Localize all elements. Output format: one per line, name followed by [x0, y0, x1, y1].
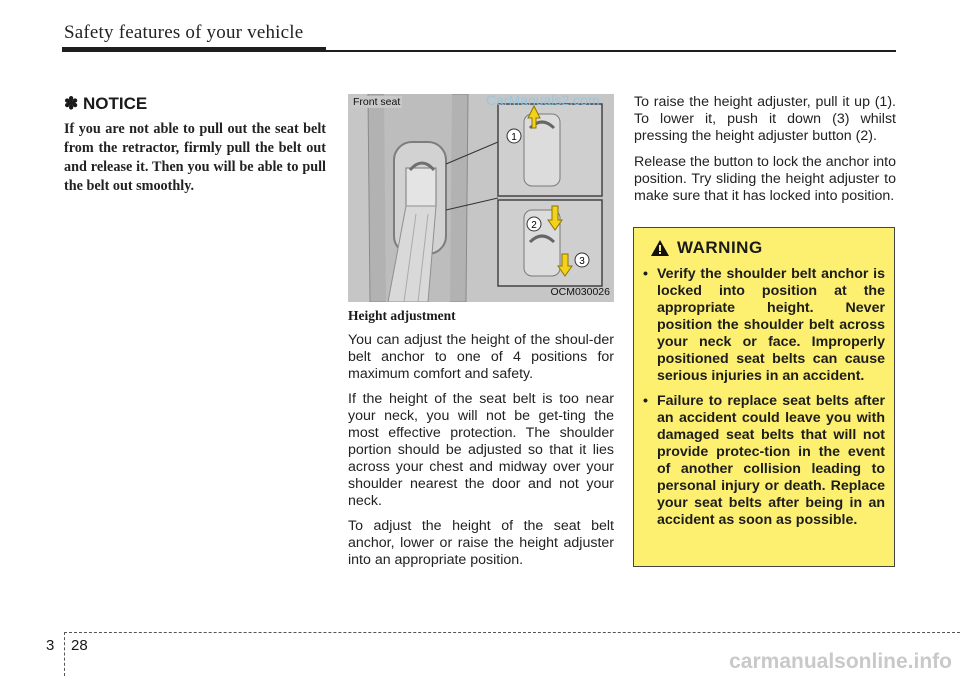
callout-2: 2: [531, 220, 537, 231]
notice-block: [64, 94, 326, 196]
figure-label-front-seat: Front seat: [353, 96, 401, 108]
paragraph: To adjust the height of the seat belt anchor, lower or raise the height adjuster into an appropriate position.: [348, 518, 614, 568]
bullet: •: [643, 393, 648, 409]
warning-item-text: Verify the shoulder belt anchor is locked into position at the appropriate height. Never position the shoulder belt across your neck or face. Improperly positioned seat belts can cause serious injuries in an accident.: [657, 266, 885, 384]
warning-item: [643, 266, 885, 385]
height-adjustment-section: [348, 308, 614, 577]
paragraph: You can adjust the height of the shoul-der belt anchor to one of 4 positions for maximum comfort and safety.: [348, 332, 614, 382]
page-header-title: Safety features of your vehicle: [64, 22, 304, 43]
footer-site-watermark: carmanualsonline.info: [729, 650, 952, 673]
seat-belt-figure: [348, 94, 614, 302]
watermark-text: CarManuals2.com: [486, 92, 600, 108]
callout-3: 3: [579, 256, 585, 267]
chapter-number: 3: [46, 637, 55, 654]
warning-header: [651, 238, 885, 258]
warning-box: [633, 227, 895, 567]
warning-list: [643, 266, 885, 529]
header-rule-thick: [62, 47, 326, 52]
callout-1: 1: [511, 132, 517, 143]
notice-body: If you are not able to pull out the seat belt from the retractor, firmly pull the belt out and release it. Then you will be able to pull the belt out smoothly.: [64, 121, 326, 194]
warning-item: [643, 393, 885, 529]
height-adjustment-subhead: Height adjustment: [348, 308, 456, 323]
footer-rule: [64, 632, 960, 633]
header-rule-thin: [326, 50, 896, 52]
paragraph: Release the button to lock the anchor into position. Try sliding the height adjuster to make sure that it has locked into position.: [634, 154, 896, 204]
warning-triangle-icon: [651, 240, 669, 256]
bullet: •: [643, 266, 648, 282]
paragraph: To raise the height adjuster, pull it up (1). To lower it, push it down (3) whilst pressing the height adjuster button (2).: [634, 94, 896, 144]
adjuster-instructions: [634, 94, 896, 214]
figure-code: OCM030026: [550, 286, 610, 298]
warning-title: WARNING: [677, 238, 763, 257]
paragraph: If the height of the seat belt is too near your neck, you will not be get-ting the most effective protection. The shoulder portion should be adjusted so that it lies across your chest and midway over your shoulder nearest the door and not your neck.: [348, 391, 614, 509]
notice-title: ✽ NOTICE: [64, 94, 148, 113]
page-number: 28: [71, 637, 88, 654]
footer-divider: [64, 632, 65, 676]
warning-item-text: Failure to replace seat belts after an accident could leave you with damaged seat belts that will not provide protec-tion in the event of another collision leading to personal injury or death. Replace your seat belts after being in an accident as soon as possible.: [657, 393, 885, 528]
seat-belt-illustration: [348, 94, 614, 302]
